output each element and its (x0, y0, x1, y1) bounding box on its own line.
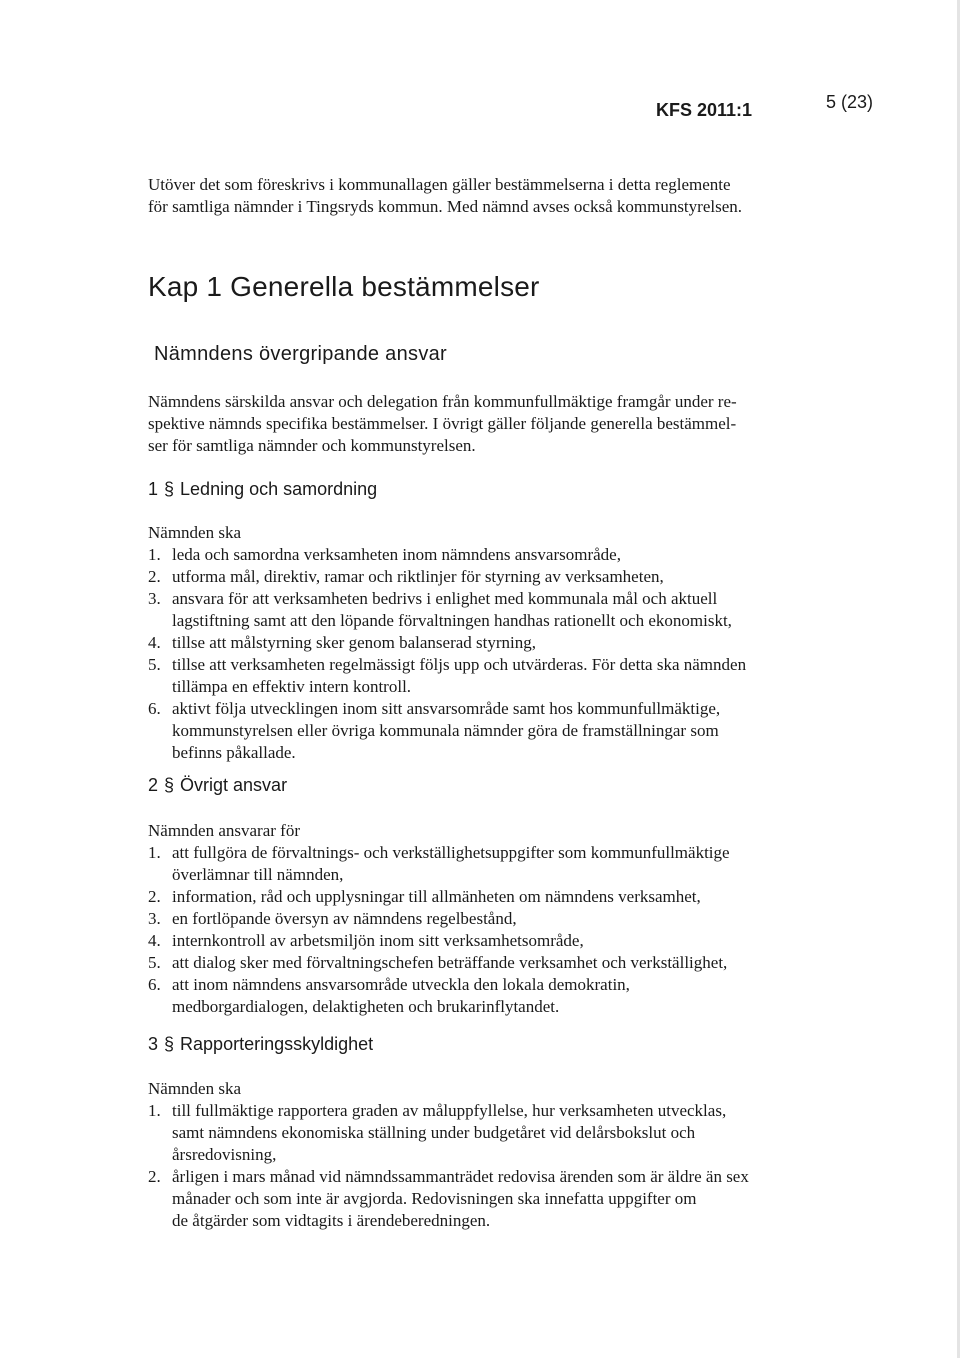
section-number: 1 (148, 479, 159, 499)
section-list (148, 1100, 838, 1232)
section-list (148, 544, 838, 764)
chapter-title: Kap 1 Generella bestämmelser (148, 271, 540, 302)
item-line: befinns påkallade. (172, 743, 296, 762)
document-code: KFS 2011:1 (656, 100, 753, 120)
item-line: utforma mål, direktiv, ramar och riktlinjer för styrning av verksamheten, (172, 567, 664, 586)
item-line: att inom nämndens ansvarsområde utveckla den lokala demokratin, (172, 975, 630, 994)
item-line: medborgardialogen, delaktigheten och brukarinflytandet. (172, 997, 560, 1016)
paragraph-line: Nämndens särskilda ansvar och delegation från kommunfullmäktige framgår under re- (148, 392, 737, 411)
item-line: att dialog sker med förvaltningschefen beträffande verksamhet och verkställighet, (172, 953, 728, 972)
item-line: de åtgärder som vidtagits i ärendeberedningen. (172, 1211, 491, 1230)
section-body-1 (148, 522, 838, 764)
section-title: Övrigt ansvar (180, 775, 288, 795)
section-number: 3 (148, 1034, 159, 1054)
list-item (148, 908, 838, 930)
list-item (148, 974, 838, 1018)
item-line: information, råd och upplysningar till allmänheten om nämndens verksamhet, (172, 887, 701, 906)
item-line: månader och som inte är avgjorda. Redovisningen ska innefatta uppgifter om (172, 1189, 697, 1208)
chapter-paragraph (148, 391, 838, 457)
section-symbol: § (164, 775, 175, 795)
intro-paragraph (148, 174, 838, 218)
item-number: 3. (148, 589, 161, 608)
item-line: årsredovisning, (172, 1145, 277, 1164)
item-line: tillse att verksamheten regelmässigt följs upp och utvärderas. För detta ska nämnden (172, 655, 747, 674)
item-number: 2. (148, 887, 161, 906)
list-item (148, 544, 838, 566)
section-heading-3 (148, 1034, 373, 1055)
section-body-3 (148, 1078, 838, 1232)
item-number: 6. (148, 699, 161, 718)
section-lead: Nämnden ska (148, 1079, 242, 1098)
item-number: 3. (148, 909, 161, 928)
section-lead: Nämnden ska (148, 523, 242, 542)
item-line: kommunstyrelsen eller övriga kommunala nämnder göra de framställningar som (172, 721, 719, 740)
item-number: 4. (148, 931, 161, 950)
page-number: 5 (23) (826, 92, 874, 112)
list-item (148, 588, 838, 632)
item-line: årligen i mars månad vid nämndssammanträdet redovisa ärenden som är äldre än sex (172, 1167, 749, 1186)
section-lead: Nämnden ansvarar för (148, 821, 300, 840)
list-item (148, 1100, 838, 1166)
list-item (148, 1166, 838, 1232)
item-number: 1. (148, 1101, 161, 1120)
item-line: tillämpa en effektiv intern kontroll. (172, 677, 412, 696)
item-line: att fullgöra de förvaltnings- och verkställighetsuppgifter som kommunfullmäktige (172, 843, 730, 862)
item-number: 1. (148, 843, 161, 862)
section-body-2 (148, 820, 838, 1018)
section-heading-1 (148, 479, 377, 500)
item-line: en fortlöpande översyn av nämndens regelbestånd, (172, 909, 517, 928)
section-symbol: § (164, 1034, 175, 1054)
item-line: tillse att målstyrning sker genom balanserad styrning, (172, 633, 537, 652)
list-item (148, 930, 838, 952)
item-line: ansvara för att verksamheten bedrivs i enlighet med kommunala mål och aktuell (172, 589, 718, 608)
section-number: 2 (148, 775, 159, 795)
paragraph-line: spektive nämnds specifika bestämmelser. I övrigt gäller följande generella bestämmel- (148, 414, 737, 433)
item-line: till fullmäktige rapportera graden av måluppfyllelse, hur verksamheten utvecklas, (172, 1101, 727, 1120)
item-line: aktivt följa utvecklingen inom sitt ansvarsområde samt hos kommunfullmäktige, (172, 699, 721, 718)
item-number: 1. (148, 545, 161, 564)
section-title: Rapporteringsskyldighet (180, 1034, 374, 1054)
section-heading-2 (148, 775, 287, 796)
section-list (148, 842, 838, 1018)
intro-line: för samtliga nämnder i Tingsryds kommun. Med nämnd avses också kommunstyrelsen. (148, 197, 742, 216)
item-line: samt nämndens ekonomiska ställning under budgetåret vid delårsbokslut och (172, 1123, 696, 1142)
section-symbol: § (164, 479, 175, 499)
section-title: Ledning och samordning (180, 479, 378, 499)
intro-line: Utöver det som föreskrivs i kommunallagen gäller bestämmelserna i detta reglemente (148, 175, 731, 194)
chapter-subtitle: Nämndens övergripande ansvar (154, 343, 448, 365)
list-item (148, 632, 838, 654)
list-item (148, 842, 838, 886)
item-line: leda och samordna verksamheten inom nämndens ansvarsområde, (172, 545, 621, 564)
list-item (148, 654, 838, 698)
item-number: 5. (148, 953, 161, 972)
list-item (148, 886, 838, 908)
item-line: lagstiftning samt att den löpande förvaltningen handhas rationellt och ekonomiskt, (172, 611, 732, 630)
item-line: överlämnar till nämnden, (172, 865, 344, 884)
item-line: internkontroll av arbetsmiljön inom sitt verksamhetsområde, (172, 931, 584, 950)
list-item (148, 698, 838, 764)
item-number: 2. (148, 1167, 161, 1186)
item-number: 2. (148, 567, 161, 586)
item-number: 6. (148, 975, 161, 994)
list-item (148, 952, 838, 974)
item-number: 5. (148, 655, 161, 674)
item-number: 4. (148, 633, 161, 652)
paragraph-line: ser för samtliga nämnder och kommunstyrelsen. (148, 436, 476, 455)
list-item (148, 566, 838, 588)
